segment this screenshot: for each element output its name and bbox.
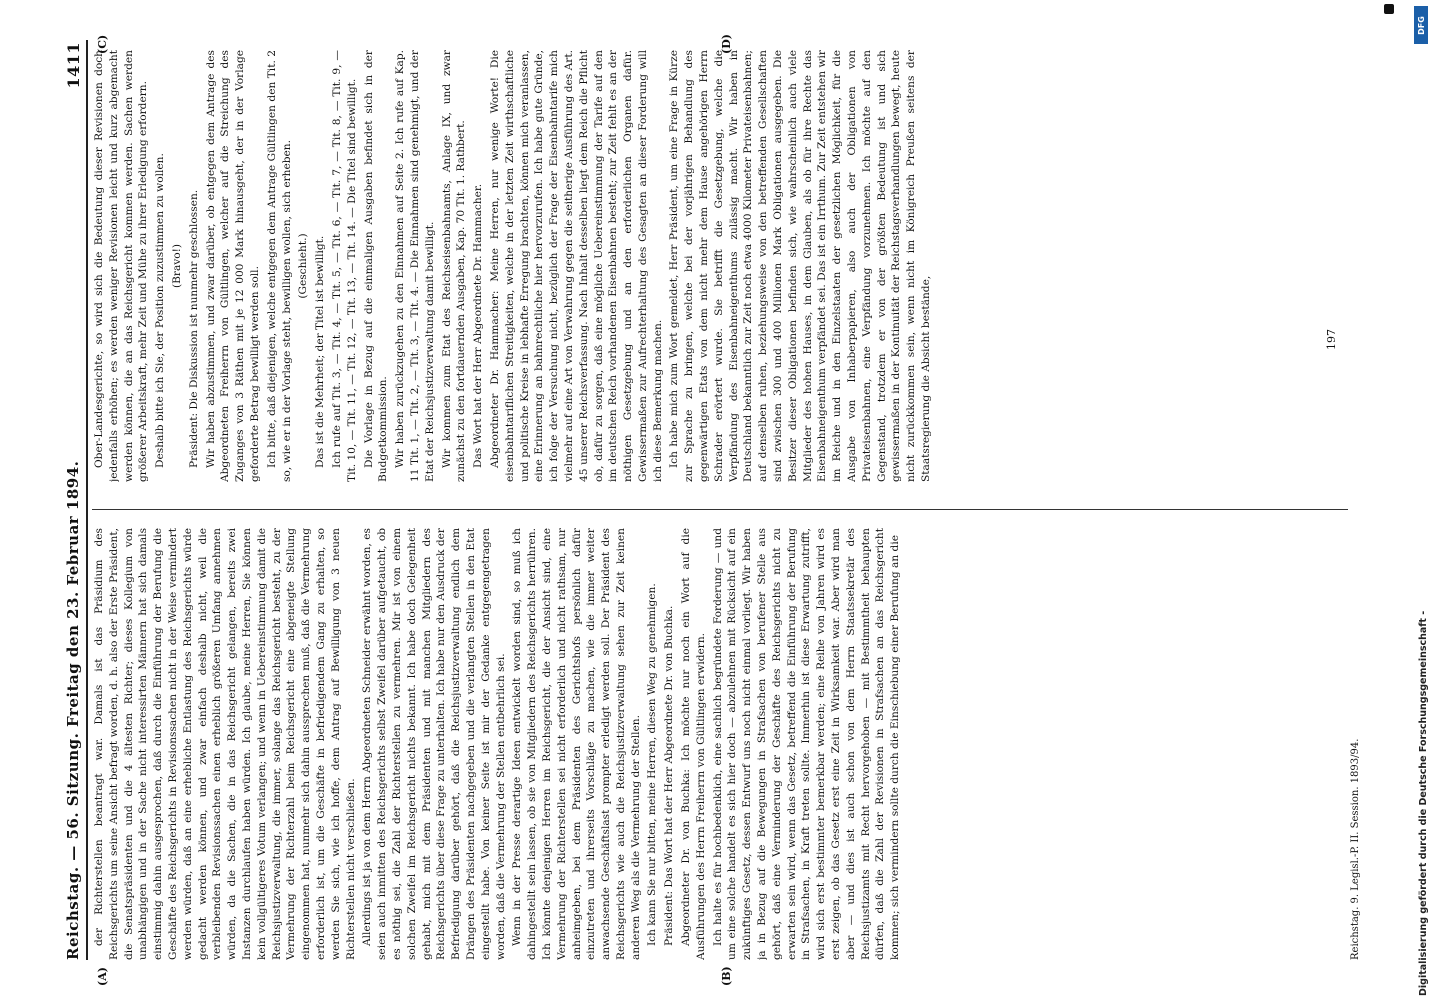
paragraph: Ich halte es für hochbedenklich, eine sachlich begründete Forderung — und um eine solche handelt es sich hier doch — abzulehnen mit Rücksicht auf ein zukünftiges Gesetz, dessen Entwurf uns noch nicht einmal vorliegt. Wir haben ja in Bezug auf die Bewegungen in Strafsachen von berufener Stelle aus gehört, daß eine Verminderung der Geschäfte des Reichsgerichts nicht zu erwarten sein wird, wenn das Gesetz, betreffend die Einführung der Berufung in Strafsachen, in Kraft treten sollte. Immerhin ist diese Erwartung zutrifft, wird sich erst bestimmter bemerkbar werden; eine Reihe von Jahren wird es erst zeigen, ob das Gesetz erst eine Zeit in Wirksamkeit war. Aber wird man aber — und dies ist auch schon von dem Herrn Staatssekretär des Reichsjustizamts mit Recht hervorgehoben — mit Bestimmtheit behaupten dürfen, daß die Zahl der Revisionen in Strafsachen an das Reichsgericht kommen; sich vermindern sollte durch die Einschiebung einer Berufung an die (711, 528, 902, 960)
paragraph: Ich bitte, daß diejenigen, welche entgegen dem Antrage Gültlingen den Tit. 2 so, wie er in der Vorlage steht, bewilligen wollen, sich erheben. (265, 50, 293, 482)
header-rule (86, 40, 88, 960)
dfg-logo: DFG (1414, 6, 1428, 44)
paragraph: Wir kommen zum Etat des Reichseisenbahnamts, Anlage IX, und zwar zunächst zu den fortdauernden Ausgaben, Kap. 70 Tit. 1. Rathbert. (440, 50, 468, 482)
paragraph: Abgeordneter Dr. Hammacher: Meine Herren, nur wenige Worte! Die eisenbahntariflichen Streitigkeiten, welche in der letzten Zeit wirthschaftliche und politische Kreise in lebhafte Erregung brachten, können mich veranlassen, eine Erinnerung an bahnrechtliche hier hervorzurufen. Ich habe gute Gründe, ich folge der Versuchung nicht, bezüglich der Frage der Eisenbahntarife mich vielmehr auf eine Art von Verwahrung gegen die seitherige Ausführung des Art. 45 unserer Reichsverfassung. Nach Inhalt desselben liegt dem Reich die Pflicht ob, dafür zu sorgen, daß eine mögliche Uebereinstimmung der Tarife auf den im deutschen Reich vorhandenen Eisenbahnen besteht; zur Zeit fehlt es an der nöthigen Gesetzgebung und an den erforderlichen Organen dafür. Gewissermaßen zur Aufrechterhaltung des Gesagten an dieser Forderung will ich diese Bemerkung machen. (488, 50, 664, 482)
paragraph: Das Wort hat der Herr Abgeordnete Dr. Hammacher. (472, 183, 485, 468)
dfg-credit: Digitalisierung gefördert durch die Deutsche Forschungsgemeinschaft - (1418, 610, 1429, 996)
paragraph: Das ist die Mehrheit; der Titel ist bewilligt. (314, 235, 327, 468)
paragraph: Ober-Landesgerichte, so wird sich die Bedeutung dieser Revisionen doch jedenfalls erhöhen; es werden weniger Revisionen leicht und kurz abgemacht werden können, die an das Reichsgericht kommen werden. Sachen werden größerer Arbeitskraft, mehr Zeit und Mühe zu ihrer Erledigung erfordern. (93, 50, 150, 482)
paragraph: Die Vorlage in Bezug auf die einmaligen Ausgaben befindet sich in der Budgetkommission. (362, 50, 390, 482)
margin-marker-c: (C) (96, 34, 109, 54)
margin-marker-b: (B) (720, 966, 733, 986)
header-title: Reichstag. — 56. Sitzung. Freitag den 23. Februar 1894. (64, 460, 82, 960)
paragraph: Abgeordneter Dr. von Buchka: Ich möchte nur noch ein Wort auf die Ausführungen des Herrn Freiherrn von Gültlingen erwidern. (680, 528, 707, 960)
paragraph: (Geschieht.) (297, 233, 310, 299)
paragraph: Ich habe mich zum Wort gemeldet, Herr Präsident, um eine Frage in Kürze zur Sprache zu bringen, welche bei der vorjährigen Behandlung des gegenwärtigen Etats von dem nicht mehr dem Hause angehörigen Herrn Schrader erörtert wurde. Sie betrifft die Gesetzgebung, welche die Verpfändung des Eisenbahneigenthums zulässig macht. Wir haben in Deutschland bekanntlich zur Zeit noch etwa 4000 Kilometer Privateisenbahnen; auf denselben ruhen, beziehungsweise von den betreffenden Gesellschaften sind zwischen 300 und 400 Millionen Mark Obligationen ausgegeben. Die Besitzer dieser Obligationen befinden sich, wie wahrscheinlich auch viele Mitglieder des hohen Hauses, in dem Glauben, als ob für ihre Rechte das Eisenbahneigenthum verpfändet sei. Das ist ein Irrthum. Zur Zeit entstehen wir im Reiche und in den Einzelstaaten der gesetzlichen Möglichkeit, für die Ausgabe von Inhaberpapieren, also auch der Obligationen von Privateisenbahnen, eine Verpfändung vorzunehmen. Ich möchte auf den Gegenstand, trotzdem er von der größten Bedeutung ist und sich gewissermaßen in der Kontinuität der Reichstagsverhandlungen bewegt, heute nicht zurückkommen sein, wenn nicht im Königreich Preußen seitens der Staatsregierung die Absicht bestände, (668, 50, 933, 482)
paragraph: Ich kann Sie nur bitten, meine Herren, diesen Weg zu genehmigen. (646, 583, 659, 946)
paragraph: Präsident: Die Diskussion ist nunmehr geschlossen. (187, 189, 200, 468)
paragraph: Wir haben zurückzugehen zu den Einnahmen auf Seite 2. Ich rufe auf Kap. 11 Tit. 1, — Tit. 2, — Tit. 3, — Tit. 4. — Die Einnahmen sind genehmigt, und der Etat der Reichsjustizverwaltung damit bewilligt. (394, 50, 436, 482)
scan-speck (1384, 4, 1394, 14)
column-right (92, 50, 1348, 482)
paragraph: (Bravo!) (170, 243, 183, 289)
column-left (92, 528, 1348, 960)
margin-marker-a: (A) (96, 967, 109, 986)
page-number: 1411 (64, 42, 83, 89)
margin-marker-d: (D) (720, 34, 733, 54)
paragraph: der Richterstellen beantragt war. Damals ist das Präsidium des Reichsgerichts um seine Ansicht befragt worden, d. h. also der Erste Präsident, die Senatspräsidenten und die 4 ältesten Richter; dieses Kollegium von unabhängigen und in der Sache nicht interessirten Männern hat sich damals einstimmig dahin ausgesprochen, daß durch die Einführung der Berufung die Geschäfte des Reichsgerichts in Revisionssachen nicht in der Weise vermindert werden würden, daß an eine erhebliche Entlastung des Reichsgerichts würde gedacht werden können, und zwar einfach deshalb nicht, weil die verbleibenden Revisionssachen einen erheblich größeren Umfang annehmen würden, da die Sachen, die in das Reichsgericht gelangen, bereits zwei Instanzen durchlaufen haben würden. Ich glaube, meine Herren, Sie können kein vollgültigeres Votum verlangen; und wenn in Uebereinstimmung damit die Reichsjustizverwaltung, die immer, solange das Reichsgericht besteht, zu der Vermehrung der Richterzahl beim Reichsgericht eine abgeneigte Stellung eingenommen hat, nunmehr sich dahin aussprechen muß, daß die Vermehrung erforderlich ist, um die Geschäfte in befriedigendem Gang zu erhalten, so werden Sie sich, wie ich hoffe, dem Antrag auf Bewilligung von 3 neuen Richterstellen nicht verschließen. (93, 528, 357, 960)
signature-number: 197 (1325, 329, 1338, 350)
paragraph: Präsident: Das Wort hat der Herr Abgeordnete Dr. von Buchka. (663, 605, 676, 946)
paragraph: Wenn in der Presse derartige Ideen entwickelt worden sind, so muß ich dahingestellt sein lassen, ob sie von Mitgliedern des Reichsgerichts herrühren. Ich könnte denjenigen Herren im Reichsgericht, die der Ansicht sind, eine Vermehrung der Richterstellen sei nicht erforderlich und nicht rathsam, nur anheimgeben, bei dem Präsidenten des Gerichtshofs persönlich dafür einzutreten und ihrerseits Vorschläge zu machen, wie die immer weiter anwachsende Geschäftslast prompter erledigt werden soll. Der Präsident des Reichsgerichts wie auch die Reichsjustizverwaltung sehen zur Zeit keinen anderen Weg als die Vermehrung der Stellen. (511, 528, 642, 960)
column-rule (92, 509, 1348, 510)
paragraph: Deshalb bitte ich Sie, der Position zuzustimmen zu wollen. (154, 153, 167, 468)
paragraph: Ich rufe auf Tit. 3, — Tit. 4, — Tit. 5, — Tit. 6, — Tit. 7, — Tit. 8, — Tit. 9, — Tit. 10, — Tit. 11, — Tit. 12, — Tit. 13, — Tit. 14. — Die Titel sind bewilligt. (330, 50, 358, 482)
paragraph: Wir haben abzustimmen, und zwar darüber, ob entgegen dem Antrage des Abgeordneten Freiherrn von Gültlingen, welcher auf die Streichung des Zuganges von 3 Räthen mit je 12 000 Mark hinausgeht, der in der Vorlage geforderte Betrag bewilligt werden soll. (204, 50, 261, 482)
session-footer: Reichstag. 9. Legisl.-P. II. Session. 1893/94. (1350, 738, 1361, 960)
paragraph: Allerdings ist ja von dem Herrn Abgeordneten Schneider erwähnt worden, es seien auch inmitten des Reichsgerichts selbst Zweifel darüber aufgetaucht, ob es nöthig sei, die Zahl der Richterstellen zu vermehren. Mir ist von einem solchen Zweifel im Reichsgericht nichts bekannt. Ich habe doch Gelegenheit gehabt, mich mit dem Präsidenten und mit manchen Mitgliedern des Reichsgerichts über diese Frage zu unterhalten. Ich habe nur den Ausdruck der Befriedigung darüber gehört, daß die Reichsjustizverwaltung endlich dem Drängen des Präsidenten nachgegeben und die verlangten Stellen in den Etat eingestellt habe. Von keiner Seite ist mir der Gedanke entgegengetragen worden, daß die Vermehrung der Stellen entbehrlich sei. (361, 528, 507, 960)
